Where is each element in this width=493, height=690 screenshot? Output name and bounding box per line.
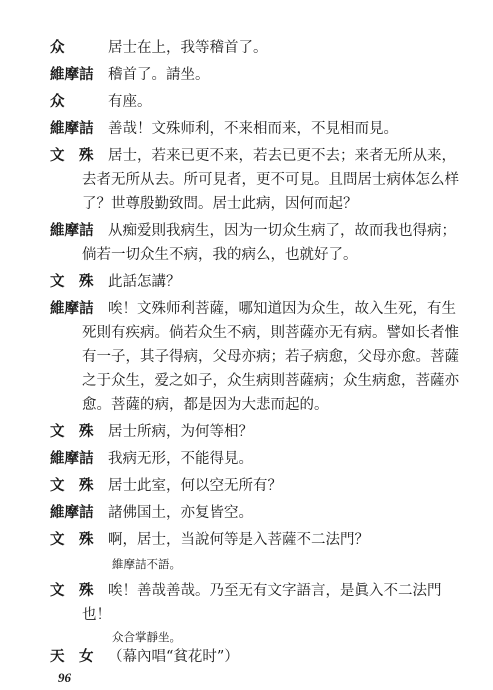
dialogue-line [0,63,493,87]
speaker-name: 維摩詰 [50,450,94,467]
dialogue-continuation [0,321,493,345]
dialogue-line [0,117,493,141]
dialogue-text: 死則有疾病。倘若众生不病，則菩薩亦无有病。譬如长者惟 [82,325,459,341]
dialogue-text: 我病无形，不能得見。 [108,451,253,467]
speaker-name: 文 殊 [50,273,94,290]
dialogue-line [0,420,493,444]
dialogue-continuation [0,369,493,393]
dialogue-text: 居士所病，为何等相？ [108,424,253,440]
dialogue-line [0,270,493,294]
speaker-name: 文 殊 [50,477,94,494]
speaker-name: 文 殊 [50,582,94,599]
dialogue-text: 了？世尊殷勤致問。居士此病，因何而起？ [82,196,358,212]
speaker-name: 維摩詰 [50,66,94,83]
dialogue-text: 唉！文殊师利菩薩，哪知道因为众生，故入生死，有生 [108,301,456,317]
dialogue-line [0,501,493,525]
dialogue-text: 善哉！文殊师利，不来相而来，不見相而見。 [108,121,398,137]
dialogue-text: 从痴爱則我病生，因为一切众生病了，故而我也得病； [108,223,456,239]
dialogue-continuation [0,243,493,267]
dialogue-text: 之于众生，爱之如子，众生病則菩薩病；众生病愈，菩薩亦 [82,373,459,389]
dialogue-line [0,219,493,243]
speaker-name: 維摩詰 [50,300,94,317]
dialogue-text: 諸佛国土，亦复皆空。 [108,505,253,521]
dialogue-text: 此話怎講？ [108,274,181,290]
dialogue-line [0,447,493,471]
page-number: 96 [58,670,71,685]
speaker-name: 文 殊 [50,531,94,548]
dialogue-line [0,144,493,168]
dialogue-text: 愈。菩薩的病，都是因为大悲而起的。 [82,397,329,413]
stage-direction-text: 众合掌靜坐。 [112,630,181,644]
stage-direction [0,552,493,576]
speaker-name: 維摩詰 [50,120,94,137]
dialogue-text: 居士，若来已更不来，若去已更不去；来者无所从来， [108,148,456,164]
dialogue-line [0,90,493,114]
dialogue-line [0,579,493,603]
dialogue-text: 唉！善哉善哉。乃至无有文字語言，是眞入不二法門 [108,583,442,599]
dialogue-text: 有座。 [108,94,152,110]
dialogue-line [0,645,493,669]
dialogue-text: 居士此室，何以空无所有？ [108,478,282,494]
speaker-name: 文 殊 [50,147,94,164]
speaker-name: 維摩詰 [50,504,94,521]
speaker-name: 文 殊 [50,423,94,440]
dialogue-text: 去者无所从去。所可見者，更不可見。且問居士病体怎么样 [82,172,459,188]
dialogue-continuation [0,345,493,369]
dialogue-text: 啊，居士，当說何等是入菩薩不二法門？ [108,532,369,548]
dialogue-continuation [0,168,493,192]
dialogue-text: 也！ [82,607,111,623]
speaker-name: 众 [50,39,65,56]
speaker-name: 維摩詰 [50,222,94,239]
dialogue-continuation [0,192,493,216]
dialogue-line [0,528,493,552]
dialogue-continuation [0,603,493,627]
dialogue-text: 居士在上，我等稽首了。 [108,40,268,56]
dialogue-line [0,474,493,498]
speaker-name: 众 [50,93,65,110]
dialogue-text: （幕內唱“貧花时”） [108,649,239,665]
dialogue-text: 倘若一切众生不病，我的病么，也就好了。 [82,247,358,263]
speaker-name: 天 女 [50,648,94,665]
dialogue-line [0,297,493,321]
dialogue-text: 稽首了。請坐。 [108,67,210,83]
stage-direction-text: 維摩詰不語。 [112,557,181,571]
dialogue-text: 有一子，其子得病，父母亦病；若子病愈，父母亦愈。菩薩 [82,349,459,365]
dialogue-line [0,36,493,60]
dialogue-continuation [0,393,493,417]
